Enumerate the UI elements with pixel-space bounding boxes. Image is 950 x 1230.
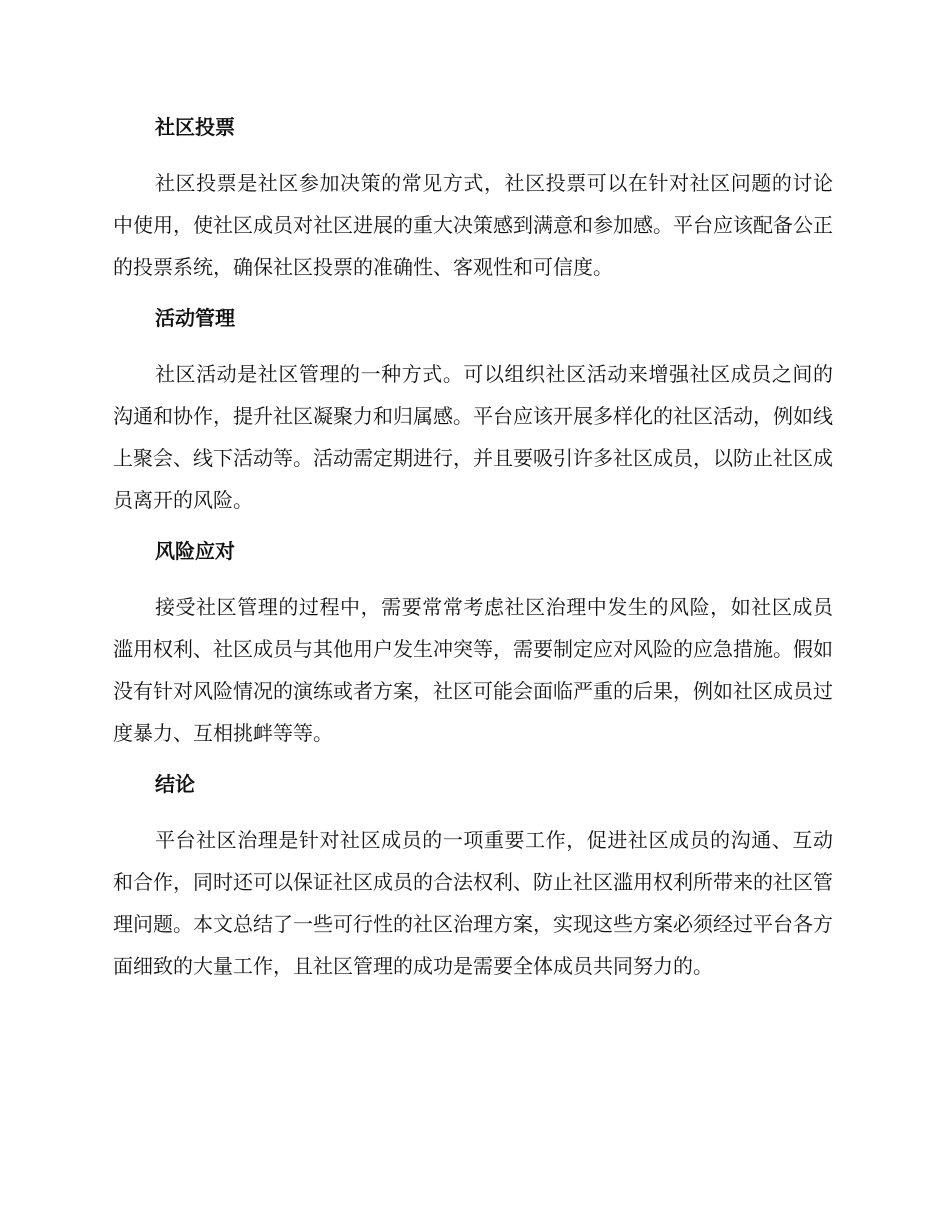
section-heading: 社区投票 [155, 115, 235, 139]
section-heading: 活动管理 [155, 306, 235, 330]
section-risk-response [113, 531, 833, 754]
section-conclusion [113, 764, 833, 987]
section-paragraph: 平台社区治理是针对社区成员的一项重要工作，促进社区成员的沟通、互动和合作，同时还可以保证社区成员的合法权利、防止社区滥用权利所带来的社区管理问题。本文总结了一些可行性的社区治理方案，实现这些方案必须经过平台各方面细致的大量工作，且社区管理的成功是需要全体成员共同努力的。 [113, 828, 833, 978]
section-paragraph: 社区投票是社区参加决策的常见方式，社区投票可以在针对社区问题的讨论中使用，使社区成员对社区进展的重大决策感到满意和参加感。平台应该配备公正的投票系统，确保社区投票的准确性、客观性和可信度。 [113, 171, 833, 279]
section-community-voting [113, 107, 833, 288]
section-heading: 结论 [155, 772, 195, 796]
document-page [113, 107, 833, 987]
section-heading: 风险应对 [155, 539, 235, 563]
section-activity-management [113, 298, 833, 521]
section-paragraph: 社区活动是社区管理的一种方式。可以组织社区活动来增强社区成员之间的沟通和协作，提升社区凝聚力和归属感。平台应该开展多样化的社区活动，例如线上聚会、线下活动等。活动需定期进行，并且要吸引许多社区成员，以防止社区成员离开的风险。 [113, 362, 833, 512]
section-paragraph: 接受社区管理的过程中，需要常常考虑社区治理中发生的风险，如社区成员滥用权利、社区成员与其他用户发生冲突等，需要制定应对风险的应急措施。假如没有针对风险情况的演练或者方案，社区可能会面临严重的后果，例如社区成员过度暴力、互相挑衅等等。 [113, 595, 833, 745]
